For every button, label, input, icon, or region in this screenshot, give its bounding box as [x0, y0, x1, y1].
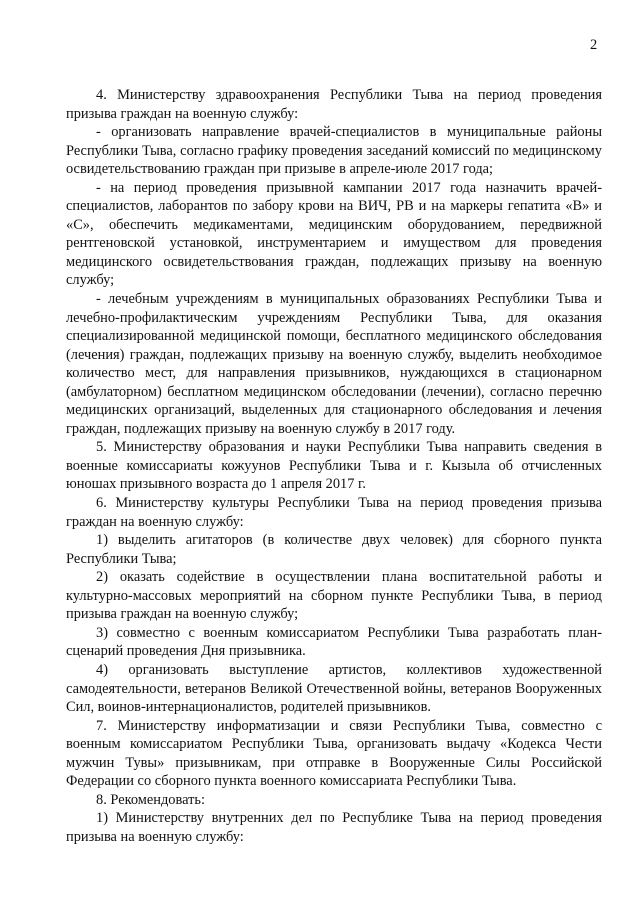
paragraph-6-item-4: 4) организовать выступление артистов, коллективов художественной самодеятельности, ветеранов Великой Отечественной войны, ветеранов Вооруженных Сил, воинов-интернационалистов, родителей призывников. [66, 661, 602, 716]
paragraph-4-medical-institutions: - лечебным учреждениям в муниципальных образованиях Республики Тыва и лечебно-профилактическим учреждениям Республики Тыва, для оказания специализированной медицинской помощи, бесплатного медицинского обследования (лечения) граждан, подлежащих призыву на военную службу, выделить необходимое количество мест, для направления призывников, нуждающихся в стационарном (амбулаторном) бесплатном медицинском обследовании (лечении), согласно перечню медицинских организаций, выделенных для стационарного обследования и лечения граждан, подлежащих призыву на военную службу в 2017 году. [66, 291, 602, 437]
paragraph-7-informatization-ministry: 7. Министерству информатизации и связи Республики Тыва, совместно с военным комиссариатом Республики Тыва, организовать выдачу «Кодекса Чести мужчин Тувы» призывникам, при отправке в Вооруженные Силы Российской Федерации со сборного пункта военного комиссариата Республики Тыва. [66, 717, 602, 790]
paragraph-4-campaign-staff: - на период проведения призывной кампании 2017 года назначить врачей-специалистов, лаборантов по забору крови на ВИЧ, РВ и на маркеры гепатита «В» и «С», обеспечить медикаментами, медицинским оборудованием, передвижной рентгеновской установкой, инструментарием и имуществом для проведения медицинского освидетельствования граждан, подлежащих призыву на военную службу; [66, 179, 602, 289]
paragraph-6-item-1: 1) выделить агитаторов (в количестве двух человек) для сборного пункта Республики Тыва; [66, 532, 602, 567]
page-number: 2 [590, 37, 598, 53]
paragraph-5-education-ministry: 5. Министерству образования и науки Республики Тыва направить сведения в военные комиссариаты кожуунов Республики Тыва и г. Кызыла об отчисленных юношах призывного возраста до 1 апреля 2017 г. [66, 439, 602, 493]
paragraph-6-culture-ministry: 6. Министерству культуры Республики Тыва на период проведения призыва граждан на военную службу: [66, 495, 602, 530]
paragraph-8-item-1: 1) Министерству внутренних дел по Республике Тыва на период проведения призыва на военную службу: [66, 810, 602, 845]
paragraph-4-health-ministry: 4. Министерству здравоохранения Республики Тыва на период проведения призыва граждан на военную службу: [66, 87, 602, 122]
paragraph-4-doctors-directing: - организовать направление врачей-специалистов в муниципальные районы Республики Тыва, согласно графику проведения заседаний комиссий по медицинскому освидетельствованию граждан при призыве в апреле-июле 2017 года; [66, 124, 602, 178]
paragraph-8-recommend: 8. Рекомендовать: [96, 791, 205, 808]
document-body [66, 86, 602, 846]
paragraph-6-item-3: 3) совместно с военным комиссариатом Республики Тыва разработать план-сценарий проведения Дня призывника. [66, 624, 602, 660]
paragraph-6-item-2: 2) оказать содействие в осуществлении плана воспитательной работы и культурно-массовых мероприятий на сборном пункте Республики Тыва, в период призыва граждан на военную службу; [66, 569, 602, 623]
